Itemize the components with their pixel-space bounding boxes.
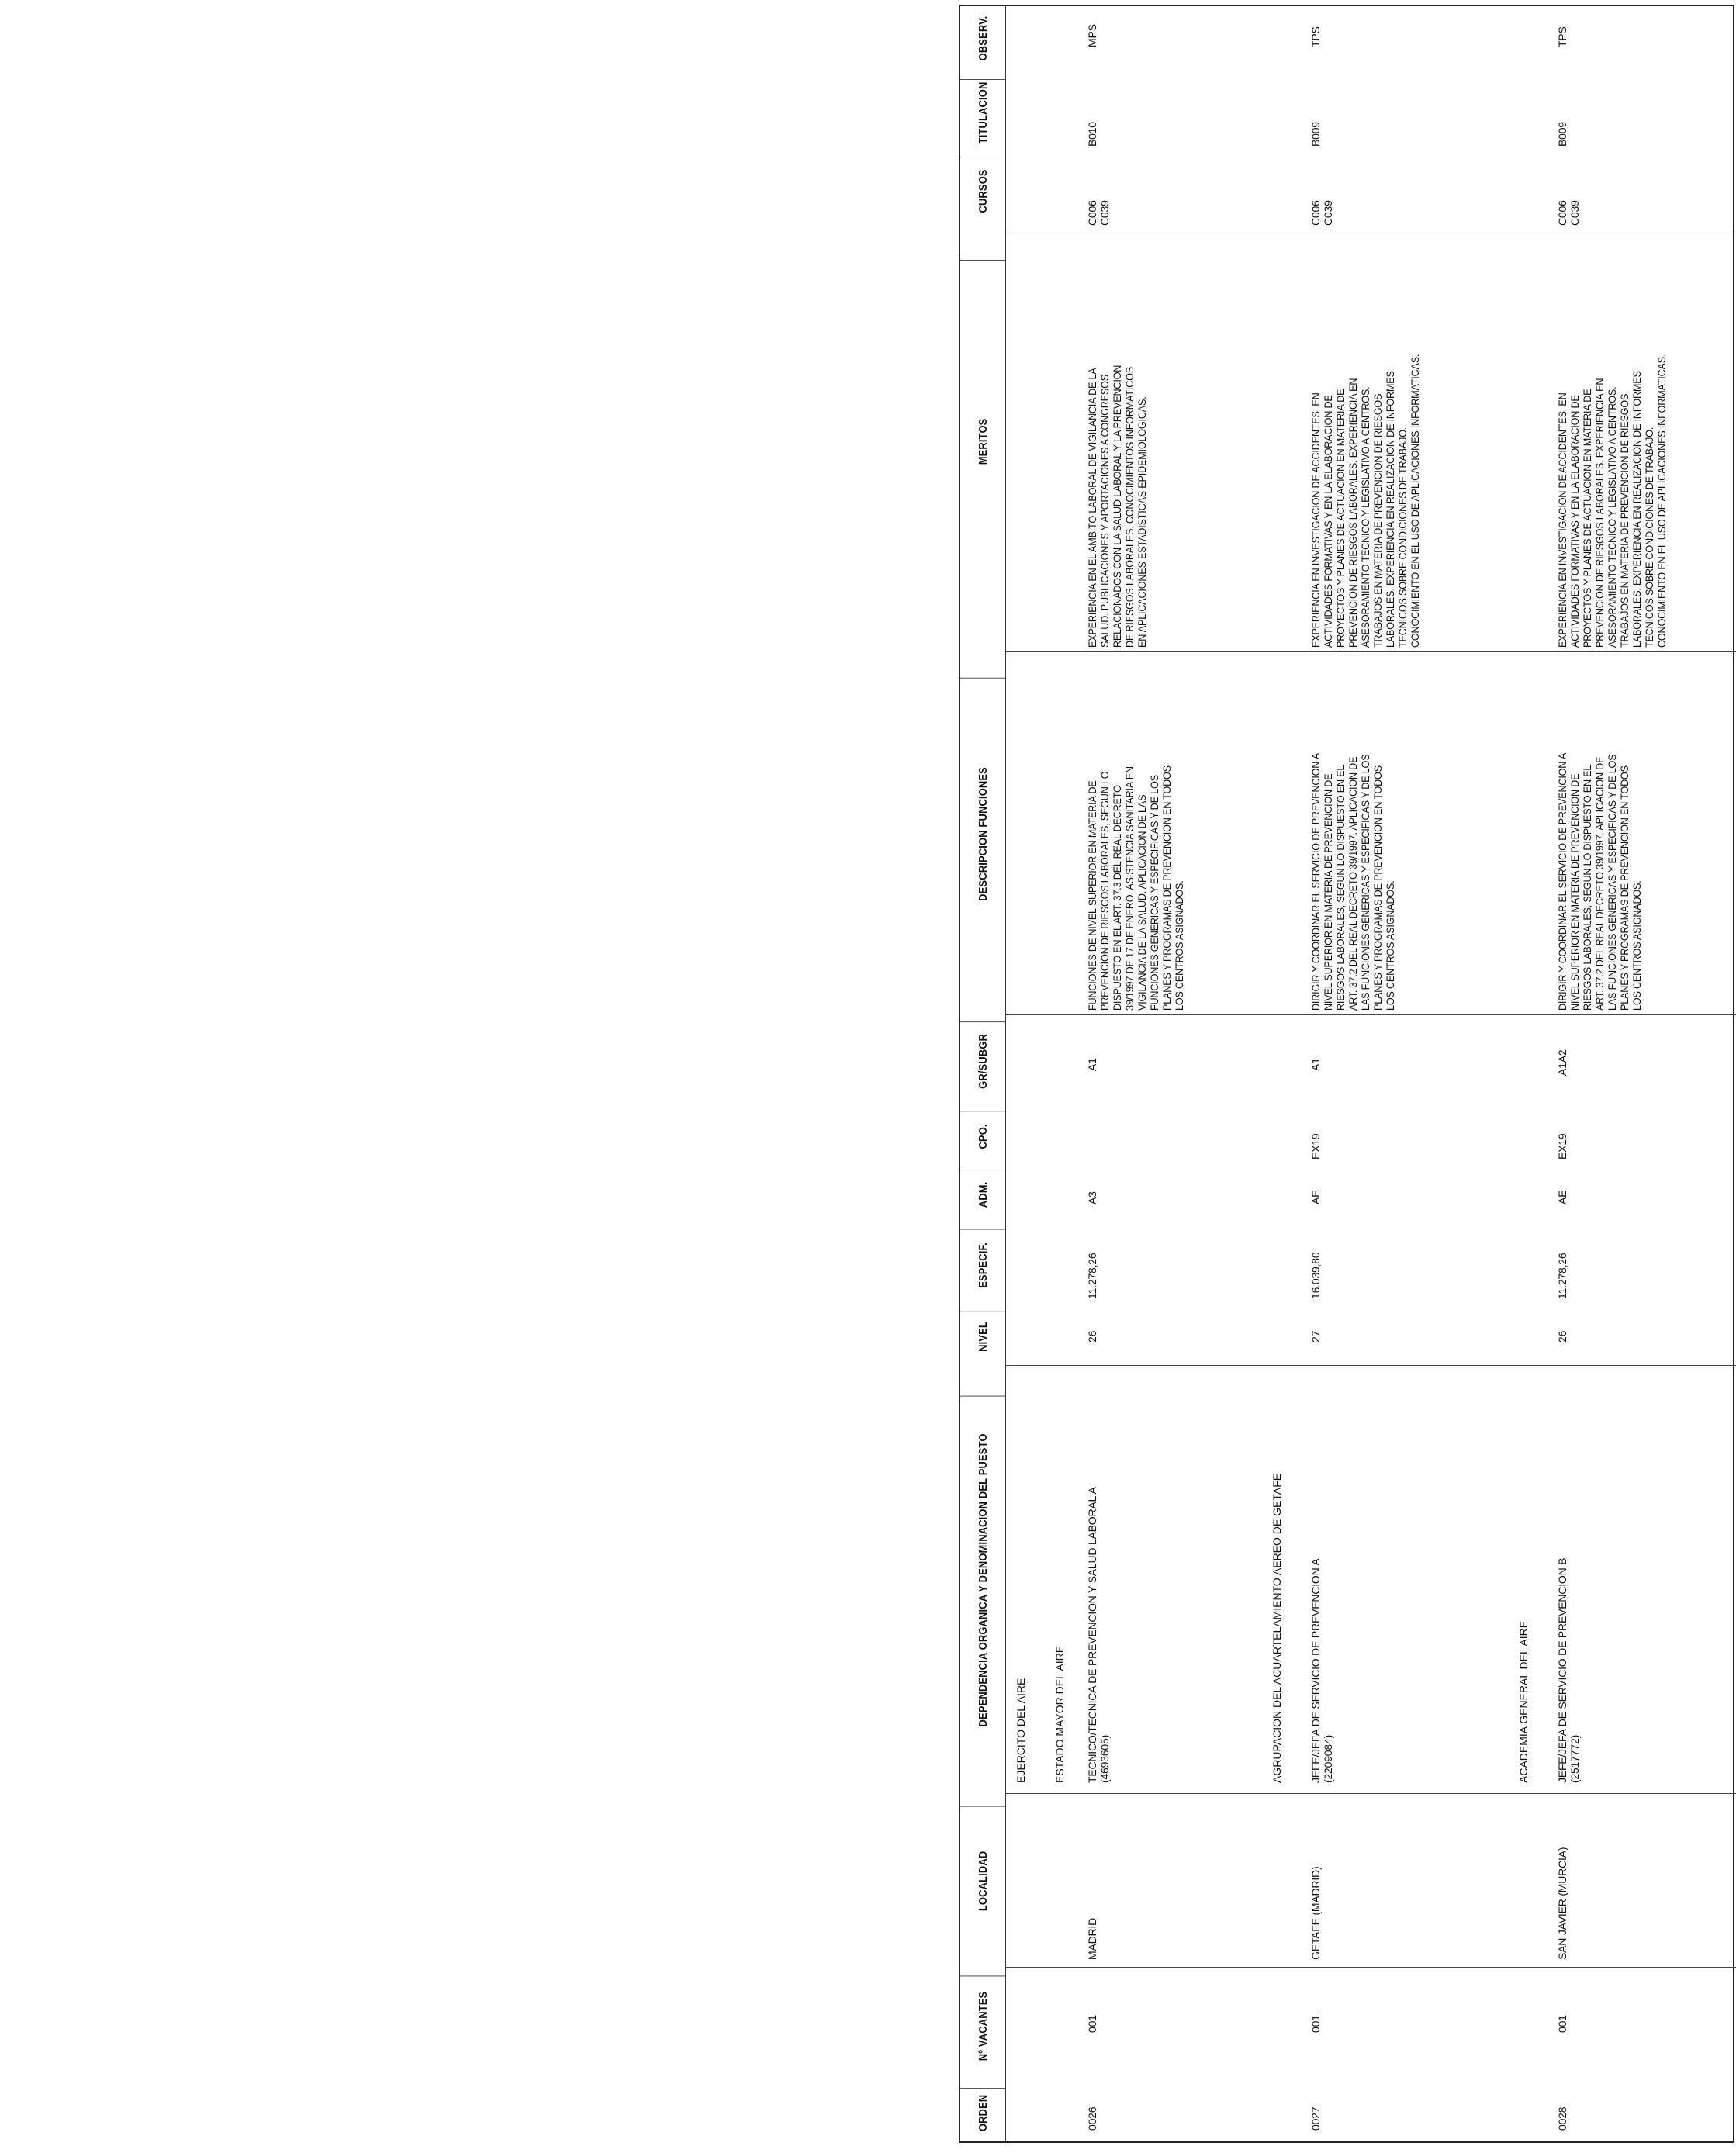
row-cpo: EX19 [1556,1133,1568,1159]
header-descripcion: DESCRIPCION FUNCIONES [960,678,1005,990]
header-meritos: MERITOS [960,260,1005,623]
row-nivel: 27 [1309,1330,1322,1343]
row-titulacion: B009 [1309,122,1322,147]
row-observ: TPS [1556,26,1568,47]
row-meritos [1309,322,1421,648]
row-meritos [1556,322,1668,648]
row-adm: A3 [1086,1191,1098,1204]
row-descripcion-text: DIRIGIR Y COORDINAR EL SERVICIO DE PREVENCION A NIVEL SUPERIOR EN MATERIA DE PREVENCION DE RIESGOS LABORALES, SEGUN LO DISPUESTO EN EL ART. 37.2 DEL REAL DECRETO 39/1997. APLICACION DE LAS FUNCIONES GENERICAS Y ESPECIFICAS Y DE LOS PLANES Y PROGRAMAS DE PREVENCION EN TODOS LOS CENTROS ASIGNADOS. [1556,752,1643,1011]
row-titulacion: B010 [1086,122,1098,147]
row-cursos: C006 C039 [1086,200,1111,226]
group-ejercito: EJERCITO DEL AIRE [1015,1678,1027,1783]
column-divider [1005,1014,1736,1015]
header-grsubgr: GR/SUBGR [960,1021,1005,1100]
column-divider [1005,1793,1736,1794]
row-cursos: C006 C039 [1309,200,1334,226]
header-adm: ADM. [960,1170,1005,1219]
row-descripcion [1309,724,1396,1011]
column-divider [1005,1365,1736,1366]
row-grsubgr: A1 [1086,1058,1098,1071]
header-localidad: LOCALIDAD [960,1806,1005,1956]
header-vacantes: Nº VACANTES [960,1976,1005,2076]
rotated-document [959,5,1734,2143]
row-nivel: 26 [1556,1330,1568,1343]
header-cpo: CPO. [960,1111,1005,1161]
row-titulacion: B009 [1556,122,1568,147]
row-nivel: 26 [1086,1330,1098,1343]
row-vacantes: 001 [1309,2015,1322,2033]
row-orden: 0027 [1309,2106,1322,2131]
row-cursos: C006 C039 [1556,200,1581,226]
row-localidad: GETAFE (MADRID) [1309,1866,1322,1960]
row-puesto: JEFE/JEFA DE SERVICIO DE PREVENCION B (2517772) [1556,1557,1581,1783]
header-titulacion: TITULACION [960,79,1005,146]
row-meritos-text: EXPERIENCIA EN EL AMBITO LABORAL DE VIGILANCIA DE LA SALUD. PUBLICACIONES Y APORTACIONES A CONGRESOS RELACIONADOS CON LA SALUD LABORAL Y LA PREVENCION DE RIESGOS LABORALES. CONOCIMIENTOS INFORMATICOS EN APLICACIONES ESTADISTICAS EPIDEMIOLOGICAS. [1086,365,1148,648]
header-divider [1005,6,1006,2141]
row-orden: 0028 [1556,2106,1568,2131]
column-divider [1005,651,1736,652]
header-observ: OBSERV. [976,16,990,61]
row-descripcion [1086,738,1185,1011]
row-especif: 11.278,26 [1086,1253,1098,1299]
row-vacantes: 001 [1556,2015,1568,2033]
row-adm: AE [1556,1190,1568,1204]
row-meritos [1086,333,1148,648]
row-observ: MPS [1086,24,1098,47]
row-especif: 11.278,26 [1556,1253,1568,1299]
column-divider [1005,1967,1736,1968]
group-agrupacion: AGRUPACION DEL ACUARTELAMIENTO AEREO DE GETAFE [1271,1473,1283,1783]
row-especif: 16.039,80 [1309,1252,1322,1299]
group-estado-mayor: ESTADO MAYOR DEL AIRE [1053,1645,1066,1783]
row-grsubgr: A1 [1309,1058,1322,1071]
row-adm: AE [1309,1190,1322,1204]
row-puesto: JEFE/JEFA DE SERVICIO DE PREVENCION A (2209084) [1309,1558,1334,1783]
header-dependencia: DEPENDENCIA ORGANICA Y DENOMINACION DEL PUESTO [960,1396,1005,1764]
row-observ: TPS [1309,26,1322,47]
row-orden: 0026 [1086,2106,1098,2131]
row-localidad: SAN JAVIER (MURCIA) [1556,1847,1568,1960]
row-descripcion [1556,724,1643,1011]
row-vacantes: 001 [1086,2015,1098,2033]
header-cursos: CURSOS [960,157,1005,225]
group-academia: ACADEMIA GENERAL DEL AIRE [1517,1620,1530,1783]
row-localidad: MADRID [1086,1917,1098,1960]
header-especif: ESPECIF. [960,1229,1005,1301]
vacancy-table [959,5,1734,2143]
row-grsubgr: A1A2 [1556,1049,1568,1076]
header-nivel: NIVEL [960,1311,1005,1361]
row-descripcion-text: DIRIGIR Y COORDINAR EL SERVICIO DE PREVENCION A NIVEL SUPERIOR EN MATERIA DE PREVENCION DE RIESGOS LABORALES, SEGUN LO DISPUESTO EN EL ART. 37.2 DEL REAL DECRETO 39/1997. APLICACION DE LAS FUNCIONES GENERICAS Y ESPECIFICAS Y DE LOS PLANES Y PROGRAMAS DE PREVENCION EN TODOS LOS CENTROS ASIGNADOS. [1309,752,1396,1011]
row-meritos-text: EXPERIENCIA EN INVESTIGACION DE ACCIDENTES, EN ACTIVIDADES FORMATIVAS Y EN LA ELABORACION DE PROYECTOS Y PLANES DE ACTUACION EN MATERIA DE PREVENCION DE RIESGOS LABORALES. EXPERIENCIA EN ASESORAMIENTO TECNICO Y LEGISLATIVO A CENTROS. TRABAJOS EN MATERIA DE PREVENCION DE RIESGOS LABORALES. EXPERIENCIA EN REALIZACION DE INFORMES TECNICOS SOBRE CONDICIONES DE TRABAJO. CONOCIMIENTO EN EL USO DE APLICACIONES INFORMATICAS. [1309,354,1421,648]
header-orden: ORDEN [960,2088,1005,2137]
row-cpo: EX19 [1309,1133,1322,1159]
row-meritos-text: EXPERIENCIA EN INVESTIGACION DE ACCIDENTES, EN ACTIVIDADES FORMATIVAS Y EN LA ELABORACION DE PROYECTOS Y PLANES DE ACTUACION EN MATERIA DE PREVENCION DE RIESGOS LABORALES. EXPERIENCIA EN ASESORAMIENTO TECNICO Y LEGISLATIVO A CENTROS. TRABAJOS EN MATERIA DE PREVENCION DE RIESGOS LABORALES. EXPERIENCIA EN REALIZACION DE INFORMES TECNICOS SOBRE CONDICIONES DE TRABAJO. CONOCIMIENTO EN EL USO DE APLICACIONES INFORMATICAS. [1556,354,1668,648]
row-descripcion-text: FUNCIONES DE NIVEL SUPERIOR EN MATERIA DE PREVENCION DE RIESGOS LABORALES, SEGUN LO DISPUESTO EN EL ART. 37.3 DEL REAL DECRETO 39/1997 DE 17 DE ENERO. ASISTENCIA SANITARIA EN VIGILANCIA DE LA SALUD. APLICACION DE LAS FUNCIONES GENERICAS Y ESPECIFICAS Y DE LOS PLANES Y PROGRAMAS DE PREVENCION EN TODOS LOS CENTROS ASIGNADOS. [1086,765,1185,1011]
row-puesto: TECNICO/TECNICA DE PREVENCION Y SALUD LABORAL A (4693605) [1086,1487,1111,1783]
